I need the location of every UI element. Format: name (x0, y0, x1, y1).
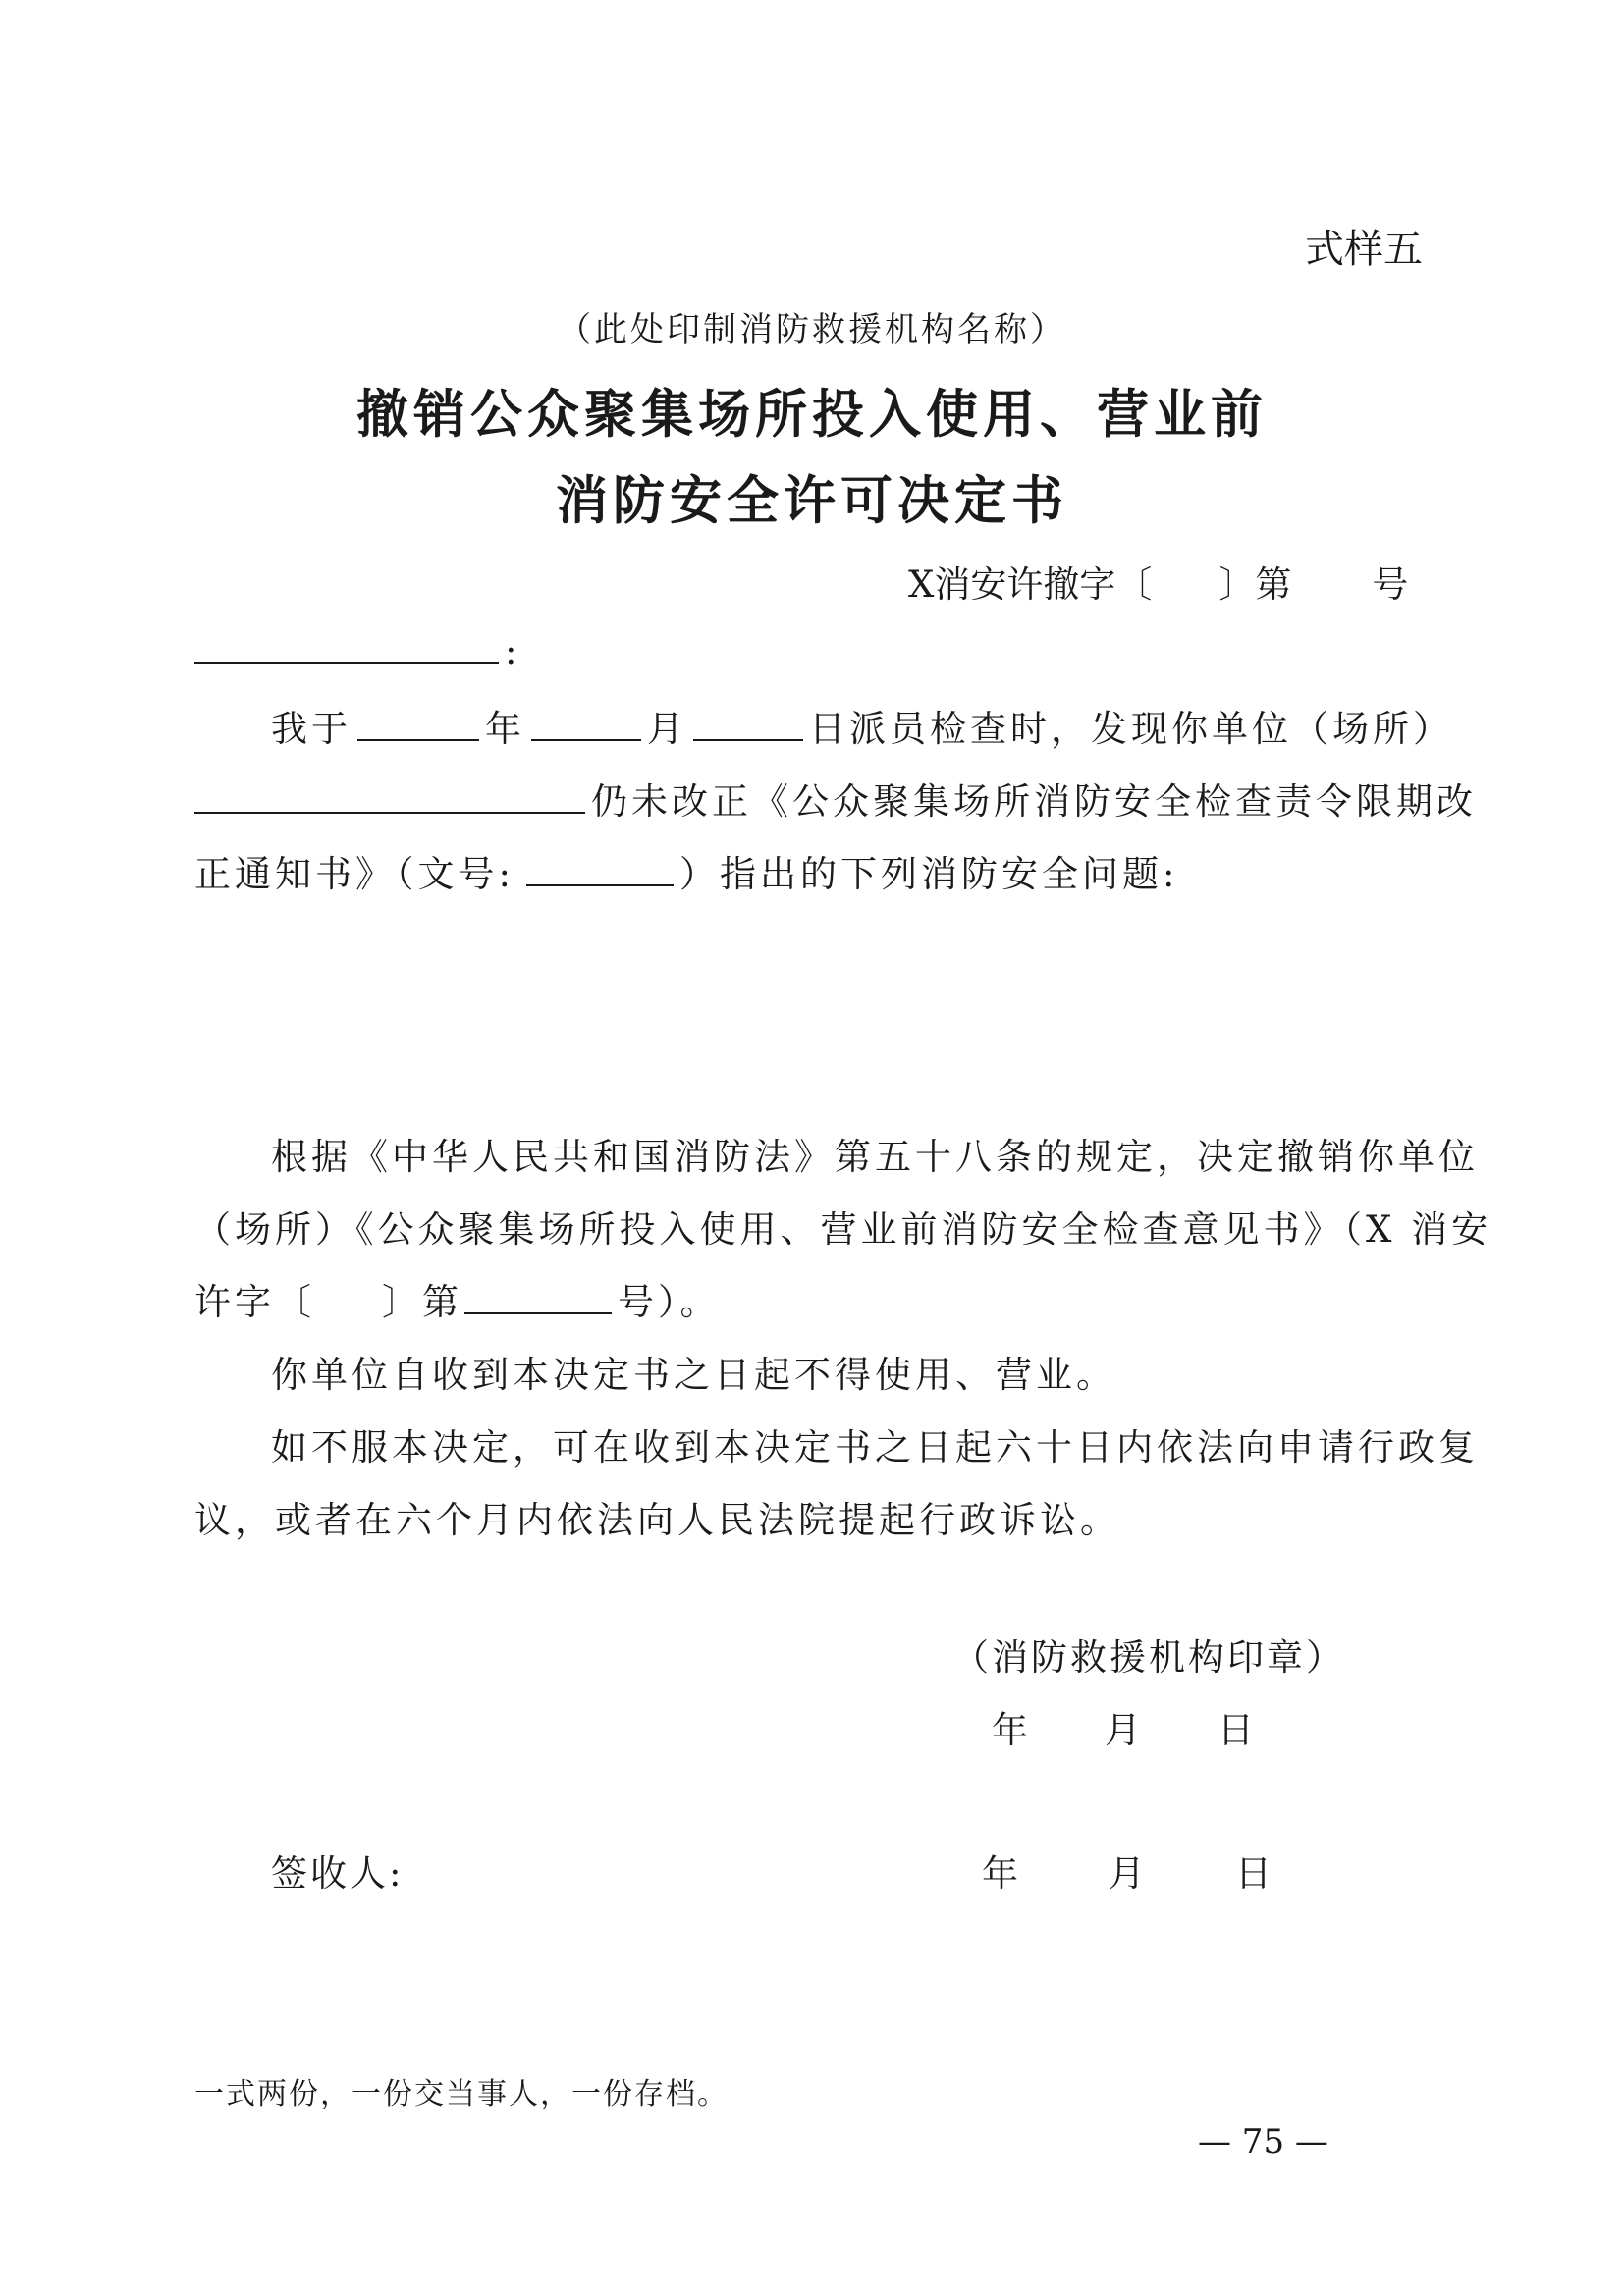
paragraph-1-line-3 (194, 844, 1178, 897)
paragraph-1-line-2 (194, 772, 1477, 825)
document-number-prefix: X消安许撤字〔 (908, 563, 1153, 606)
paragraph-4-line-1: 如不服本决定，可在收到本决定书之日起六十日内依法向申请行政复 (271, 1426, 1479, 1468)
opinion-number-blank (464, 1279, 612, 1314)
document-title-line-1: 撤销公众聚集场所投入使用、营业前 (356, 385, 1268, 445)
p2-line3-start-text: 许字〔 (194, 1281, 315, 1323)
agency-name-placeholder: （此处印制消防救援机构名称） (558, 310, 1066, 349)
p1-start-text: 我于 (271, 708, 352, 750)
paragraph-2-line-1: 根据《中华人民共和国消防法》第五十八条的规定，决定撤销你单位 (271, 1136, 1479, 1178)
document-number (908, 555, 1408, 608)
p1-line2-text: 仍未改正《公众聚集场所消防安全检查责令限期改 (591, 780, 1477, 823)
month-blank (531, 706, 641, 741)
addressee-line (194, 628, 520, 672)
p2-line3-end-text: 号）。 (618, 1281, 721, 1323)
p2-line3-mid-text: 〕第 (382, 1281, 462, 1323)
issue-date-month: 月 (1105, 1709, 1141, 1751)
receipt-date (982, 1843, 1272, 1896)
receipt-date-year: 年 (982, 1852, 1018, 1895)
document-number-middle: 〕第 (1218, 563, 1292, 606)
paragraph-2-line-2: （场所）《公众聚集场所投入使用、营业前消防安全检查意见书》（X 消安 (194, 1208, 1492, 1251)
page-number: — 75 — (1198, 2122, 1328, 2162)
day-blank (693, 706, 803, 741)
issue-date-day: 日 (1218, 1709, 1254, 1751)
p1-line1-rest-text: 日派员检查时，发现你单位（场所） (809, 708, 1453, 750)
document-title-line-2: 消防安全许可决定书 (556, 471, 1068, 531)
form-number-label: 式样五 (1305, 227, 1423, 272)
year-blank (357, 706, 479, 741)
unit-name-blank (194, 778, 585, 814)
paragraph-4-line-2: 议，或者在六个月内依法向人民法院提起行政诉讼。 (194, 1499, 1120, 1541)
p1-year-text: 年 (485, 708, 525, 750)
addressee-blank (194, 628, 499, 664)
issue-date-year: 年 (992, 1709, 1028, 1751)
agency-seal-label: （消防救援机构印章） (952, 1636, 1345, 1679)
issue-date (992, 1700, 1254, 1753)
notice-number-blank (526, 851, 674, 886)
addressee-colon: : (505, 630, 521, 672)
p1-line3-end-text: ）指出的下列消防安全问题: (678, 853, 1179, 895)
p1-month-text: 月 (647, 708, 687, 750)
signer-label: 签收人: (271, 1852, 405, 1895)
p1-line3-start-text: 正通知书》（文号: (194, 853, 514, 895)
receipt-date-day: 日 (1235, 1852, 1272, 1895)
paragraph-1-line-1 (271, 699, 1453, 752)
paragraph-3: 你单位自收到本决定书之日起不得使用、营业。 (271, 1354, 1116, 1396)
receipt-date-month: 月 (1109, 1852, 1145, 1895)
document-number-suffix: 号 (1372, 563, 1409, 606)
copies-footnote: 一式两份，一份交当事人，一份存档。 (194, 2077, 729, 2111)
paragraph-2-line-3 (194, 1272, 721, 1325)
